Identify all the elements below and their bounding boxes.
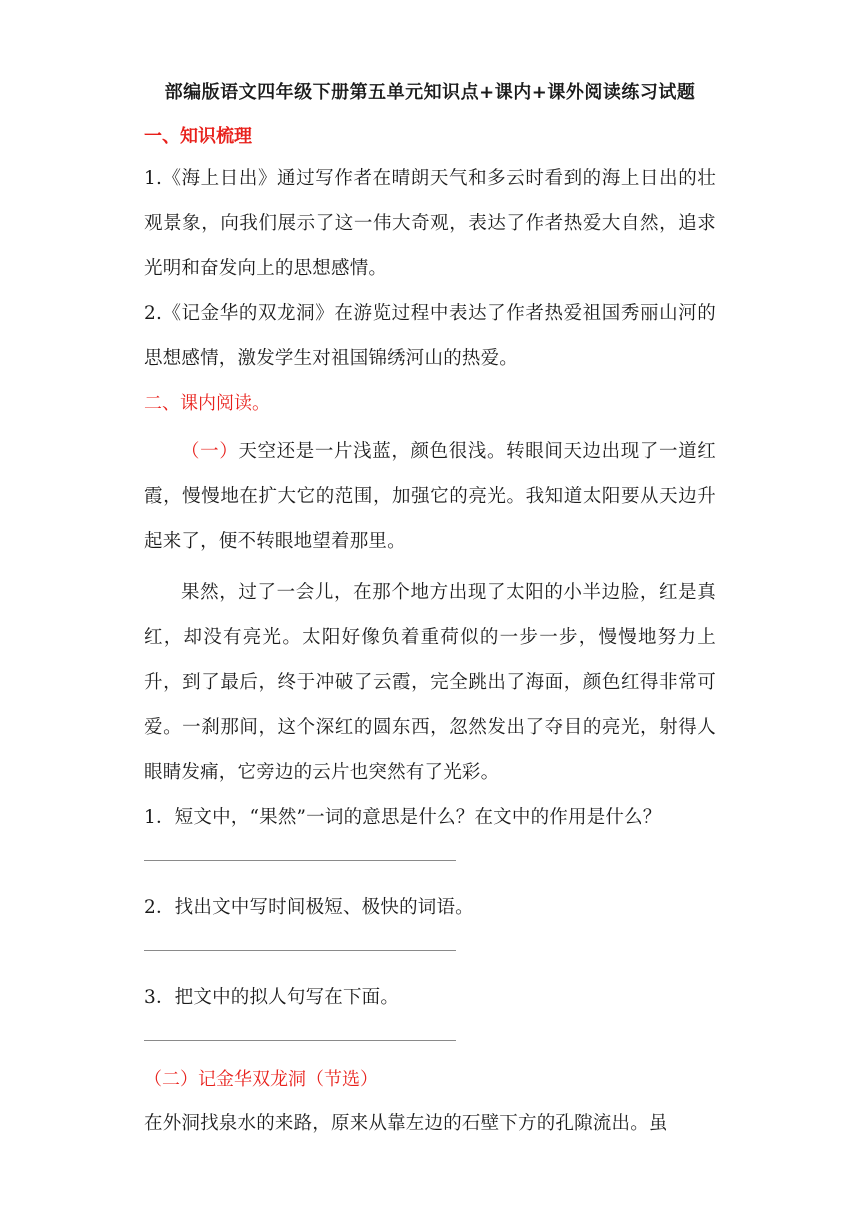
question-3: 3．把文中的拟人句写在下面。 xyxy=(144,987,400,1008)
answer-line-2[interactable] xyxy=(144,950,456,951)
passage-1-para-1 xyxy=(144,429,716,564)
section-heading-reading: 二、课内阅读。 xyxy=(144,393,270,414)
document-page xyxy=(144,74,716,1146)
section-heading-knowledge: 一、知识梳理 xyxy=(144,126,252,147)
knowledge-item-1: 1.《海上日出》通过写作者在晴朗天气和多云时看到的海上日出的壮观景象，向我们展示了这一伟大奇观，表达了作者热爱大自然，追求光明和奋发向上的思想感情。 xyxy=(144,168,716,279)
question-2: 2．找出文中写时间极短、极快的词语。 xyxy=(144,897,474,918)
answer-line-1[interactable] xyxy=(144,860,456,861)
passage-2-para-1: 在外洞找泉水的来路，原来从靠左边的石壁下方的孔隙流出。虽 xyxy=(144,1113,668,1134)
answer-line-3[interactable] xyxy=(144,1040,456,1041)
passage-2-heading: （二）记金华双龙洞（节选） xyxy=(144,1069,378,1090)
document-title: 部编版语文四年级下册第五单元知识点+课内+课外阅读练习试题 xyxy=(164,82,696,103)
passage-1-para-1-text: 天空还是一片浅蓝，颜色很浅。转眼间天边出现了一道红霞，慢慢地在扩大它的范围，加强它的亮光。我知道太阳要从天边升起来了，便不转眼地望着那里。 xyxy=(144,441,716,552)
question-1: 1．短文中，“果然”一词的意思是什么？在文中的作用是什么？ xyxy=(144,807,662,828)
knowledge-item-2: 2.《记金华的双龙洞》在游览过程中表达了作者热爱祖国秀丽山河的思想感情，激发学生对祖国锦绣河山的热爱。 xyxy=(144,303,716,369)
passage-1-label: （一） xyxy=(181,441,239,462)
passage-1-para-2: 果然，过了一会儿，在那个地方出现了太阳的小半边脸，红是真红，却没有亮光。太阳好像负着重荷似的一步一步，慢慢地努力上升，到了最后，终于冲破了云霞，完全跳出了海面，颜色红得非常可爱。一刹那间，这个深红的圆东西，忽然发出了夺目的亮光，射得人眼睛发痛，它旁边的云片也突然有了光彩。 xyxy=(144,582,716,783)
